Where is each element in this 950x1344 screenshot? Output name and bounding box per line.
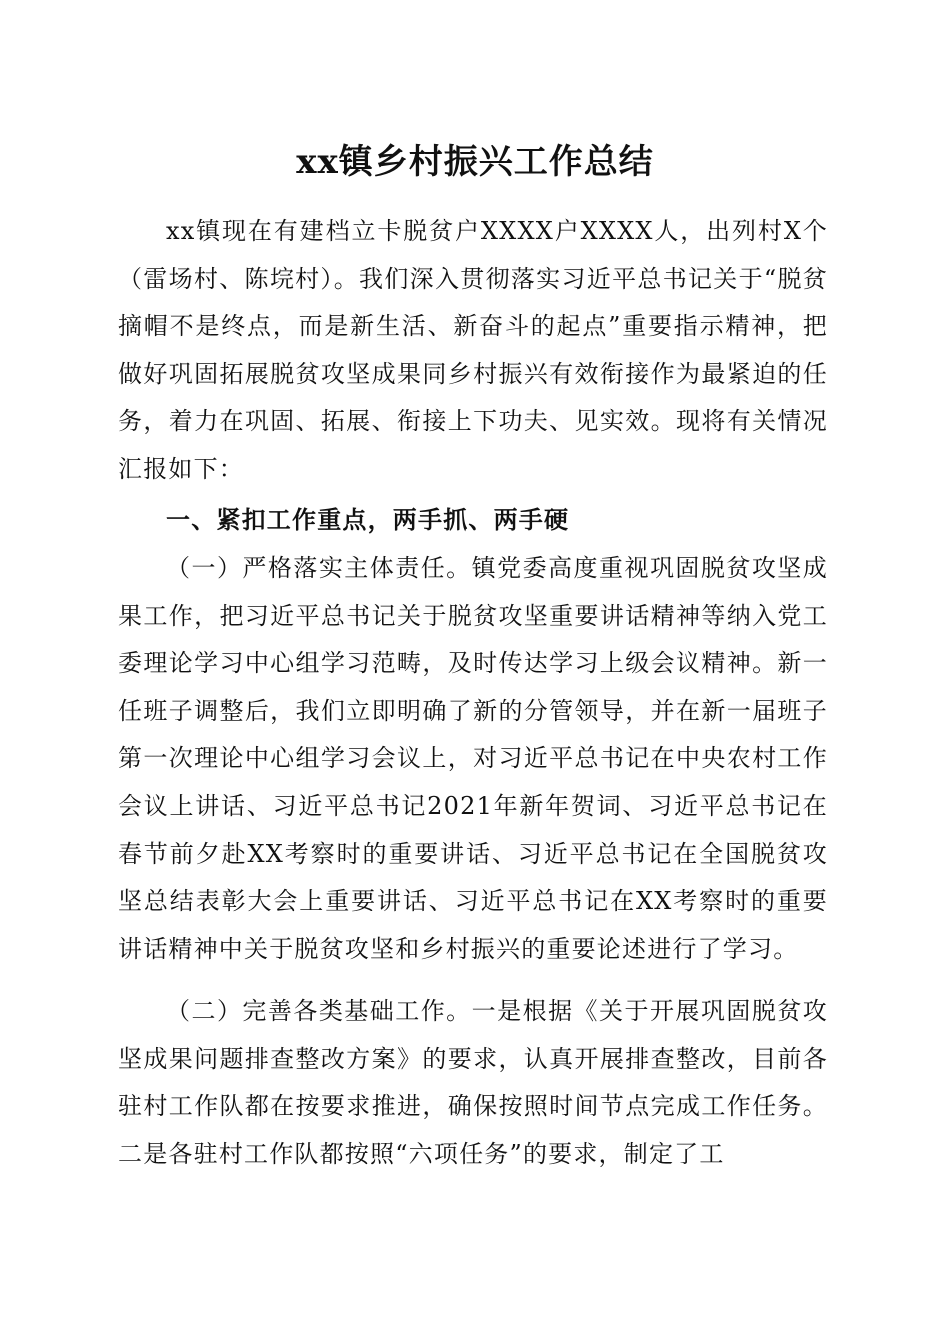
section-2-text: 一是根据《关于开展巩固脱贫攻坚成果问题排查整改方案》的要求，认真开展排查整改，目前各驻村工作队都在按要求推进，确保按照时间节点完成工作任务。二是各驻村工作队都按照“六项任务”的要求，制定了工 <box>118 997 828 1168</box>
document-title: xx镇乡村振兴工作总结 <box>296 142 654 182</box>
section-1-paragraph <box>118 545 828 973</box>
section-1-subtitle: （一）严格落实主体责任。 <box>166 554 472 582</box>
section-heading-1: 一、紧扣工作重点，两手抓、两手硬 <box>166 506 570 534</box>
intro-paragraph: xx镇现在有建档立卡脱贫户XXXX户XXXX人，出列村X个（雷场村、陈垸村）。我们深入贯彻落实习近平总书记关于“脱贫摘帽不是终点，而是新生活、新奋斗的起点”重要指示精神，把做好巩固拓展脱贫攻坚成果同乡村振兴有效衔接作为最紧迫的任务，着力在巩固、拓展、衔接上下功夫、见实效。现将有关情况汇报如下： <box>118 217 828 483</box>
section-2-paragraph <box>118 988 828 1178</box>
section-1-text: 镇党委高度重视巩固脱贫攻坚成果工作，把习近平总书记关于脱贫攻坚重要讲话精神等纳入党工委理论学习中心组学习范畴，及时传达学习上级会议精神。新一任班子调整后，我们立即明确了新的分管领导，并在新一届班子第一次理论中心组学习会议上，对习近平总书记在中央农村工作会议上讲话、习近平总书记2021年新年贺词、习近平总书记在春节前夕赴XX考察时的重要讲话、习近平总书记在全国脱贫攻坚总结表彰大会上重要讲话、习近平总书记在XX考察时的重要讲话精神中关于脱贫攻坚和乡村振兴的重要论述进行了学习。 <box>118 554 828 963</box>
section-2-subtitle: （二）完善各类基础工作。 <box>166 997 472 1025</box>
